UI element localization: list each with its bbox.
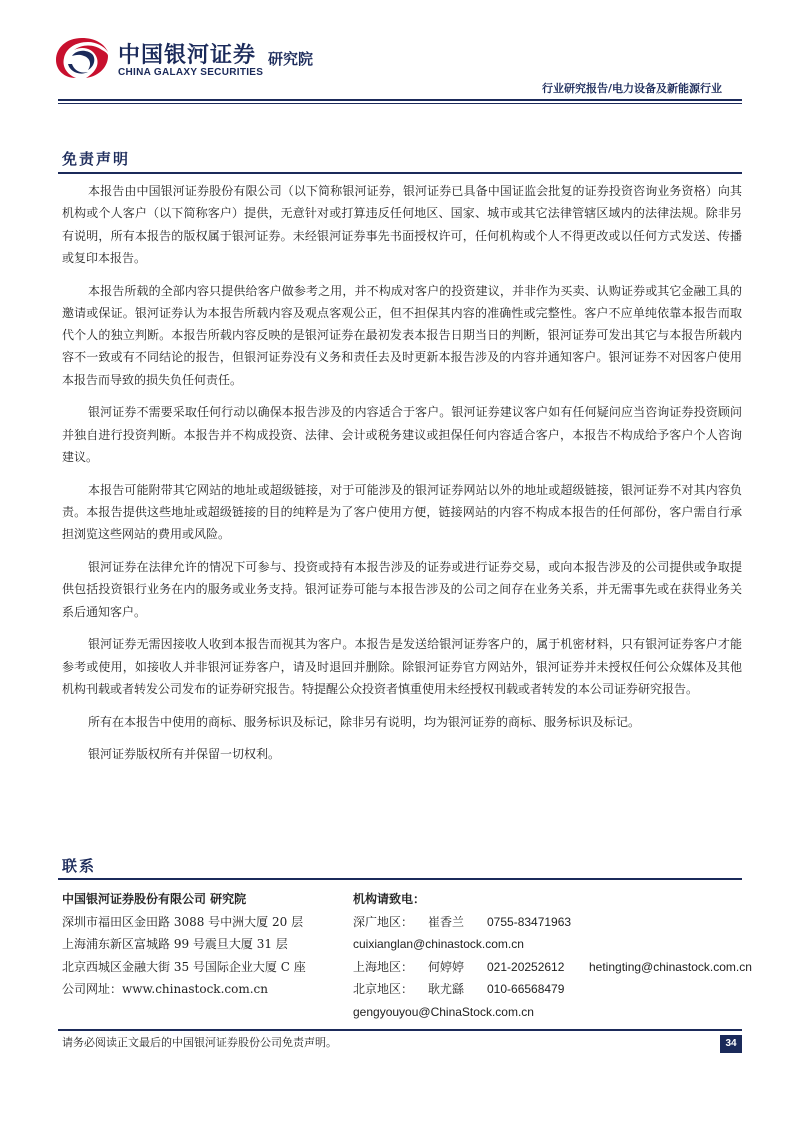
footer-notice: 请务必阅读正文最后的中国银河证券股份公司免责声明。	[62, 1036, 337, 1049]
disclaimer-paragraph: 所有在本报告中使用的商标、服务标识及标记，除非另有说明，均为银河证券的商标、服务标识及标记。	[88, 714, 641, 729]
contact-name: 崔香兰	[428, 914, 465, 929]
address-line: 上海浦东新区富城路 99 号震旦大厦 31 层	[62, 937, 288, 951]
contact-phone: 0755-83471963	[487, 914, 572, 929]
brand-institute: 研究院	[268, 50, 314, 68]
contact-phone: 010-66568479	[487, 982, 565, 996]
contact-email-link[interactable]: cuixianglan@chinastock.com.cn	[353, 937, 524, 951]
report-type: 行业研究报告/电力设备及新能源行业	[541, 82, 722, 95]
disclaimer-body	[62, 180, 742, 776]
disclaimer-paragraph: 本报告可能附带其它网站的地址或超级链接，对于可能涉及的银河证券网站以外的地址或超级链接，银河证券不对其内容负责。本报告提供这些地址或超级链接的目的纯粹是为了客户使用方便，链接网站的内容不构成本报告的任何部份，客户需自行承担浏览这些网站的费用或风险。	[62, 482, 742, 542]
brand-name-cn: 中国银河证券	[118, 43, 257, 68]
disclaimer-title: 免责声明	[62, 150, 131, 168]
address-line: 深圳市福田区金田路 3088 号中洲大厦 20 层	[62, 914, 304, 929]
disclaimer-paragraph: 银河证券在法律允许的情况下可参与、投资或持有本报告涉及的证券或进行证券交易，或向本报告涉及的公司提供或争取提供包括投资银行业务在内的服务或业务支持。银河证券可能与本报告涉及的公司之间存在业务关系，并无需事先或在获得业务关系后通知客户。	[62, 560, 742, 619]
contact-email-link[interactable]: hetingting@chinastock.com.cn	[589, 959, 752, 974]
contact-row	[353, 978, 753, 1023]
contact-row	[353, 956, 753, 979]
disclaimer-paragraph: 银河证券无需因接收人收到本报告而视其为客户。本报告是发送给银河证券客户的，属于机密材料，只有银河证券客户才能参考或使用，如接收人并非银河证券客户，请及时退回并删除。除银河证券官方网站外，银河证券并未授权任何公众媒体及其他机构刊载或者转发公司发布的证券研究报告。特提醒公众投资者慎重使用未经授权刊载或者转发的本公司证券研究报告。	[62, 637, 742, 696]
galaxy-swirl-logo-icon	[52, 34, 112, 82]
header-rule	[58, 99, 742, 101]
company-address-column	[62, 888, 352, 1001]
contact-phone: 021-20252612	[487, 959, 565, 974]
contact-name: 何婷婷	[428, 959, 465, 974]
contact-region: 上海地区：	[353, 959, 414, 974]
institution-label: 机构请致电：	[353, 892, 426, 906]
institution-contact-column	[353, 888, 753, 1023]
footer-rule	[58, 1029, 742, 1031]
contact-region: 北京地区：	[353, 982, 414, 996]
contact-region: 深广地区：	[353, 914, 414, 929]
disclaimer-paragraph: 本报告所载的全部内容只提供给客户做参考之用，并不构成对客户的投资建议，并非作为买卖、认购证券或其它金融工具的邀请或保证。银河证券认为本报告所载内容及观点客观公正，但不担保其内容的准确性或完整性。客户不应单纯依靠本报告而取代个人的独立判断。本报告所载内容反映的是银河证券在最初发表本报告日期当日的判断，银河证券可发出其它与本报告所载内容不一致或有不同结论的报告，但银河证券没有义务和责任去及时更新本报告涉及的内容并通知客户。银河证券不对因客户使用本报告而导致的损失负任何责任。	[62, 283, 742, 387]
contact-row	[353, 911, 753, 956]
contact-email-link[interactable]: gengyouyou@ChinaStock.com.cn	[353, 1004, 534, 1019]
page-number: 34	[720, 1035, 742, 1053]
disclaimer-paragraph: 银河证券版权所有并保留一切权利。	[88, 747, 281, 762]
contact-name: 耿尤繇	[428, 982, 465, 996]
contact-title: 联系	[62, 857, 97, 875]
company-name: 中国银河证券股份有限公司 研究院	[62, 892, 247, 906]
disclaimer-paragraph: 银河证券不需要采取任何行动以确保本报告涉及的内容适合于客户。银河证券建议客户如有任何疑问应当咨询证券投资顾问并独自进行投资判断。本报告并不构成投资、法律、会计或税务建议或担保任何内容适合客户，本报告不构成给予客户个人咨询建议。	[62, 405, 742, 465]
header-rule-thin	[58, 103, 742, 104]
disclaimer-title-rule	[58, 172, 742, 174]
disclaimer-paragraph: 本报告由中国银河证券股份有限公司（以下简称银河证券，银河证券已具备中国证监会批复的证券投资咨询业务资格）向其机构或个人客户（以下简称客户）提供，无意针对或打算违反任何地区、国家、城市或其它法律管辖区域内的法律法规。除非另有说明，所有本报告的版权属于银河证券。未经银河证券事先书面授权许可，任何机构或个人不得更改或以任何方式发送、传播或复印本报告。	[62, 184, 742, 265]
contact-title-rule	[58, 878, 742, 880]
company-website-link[interactable]: 公司网址：www.chinastock.com.cn	[62, 982, 268, 996]
brand-name-en: CHINA GALAXY SECURITIES	[118, 67, 264, 78]
address-line: 北京西城区金融大街 35 号国际企业大厦 C 座	[62, 959, 306, 974]
